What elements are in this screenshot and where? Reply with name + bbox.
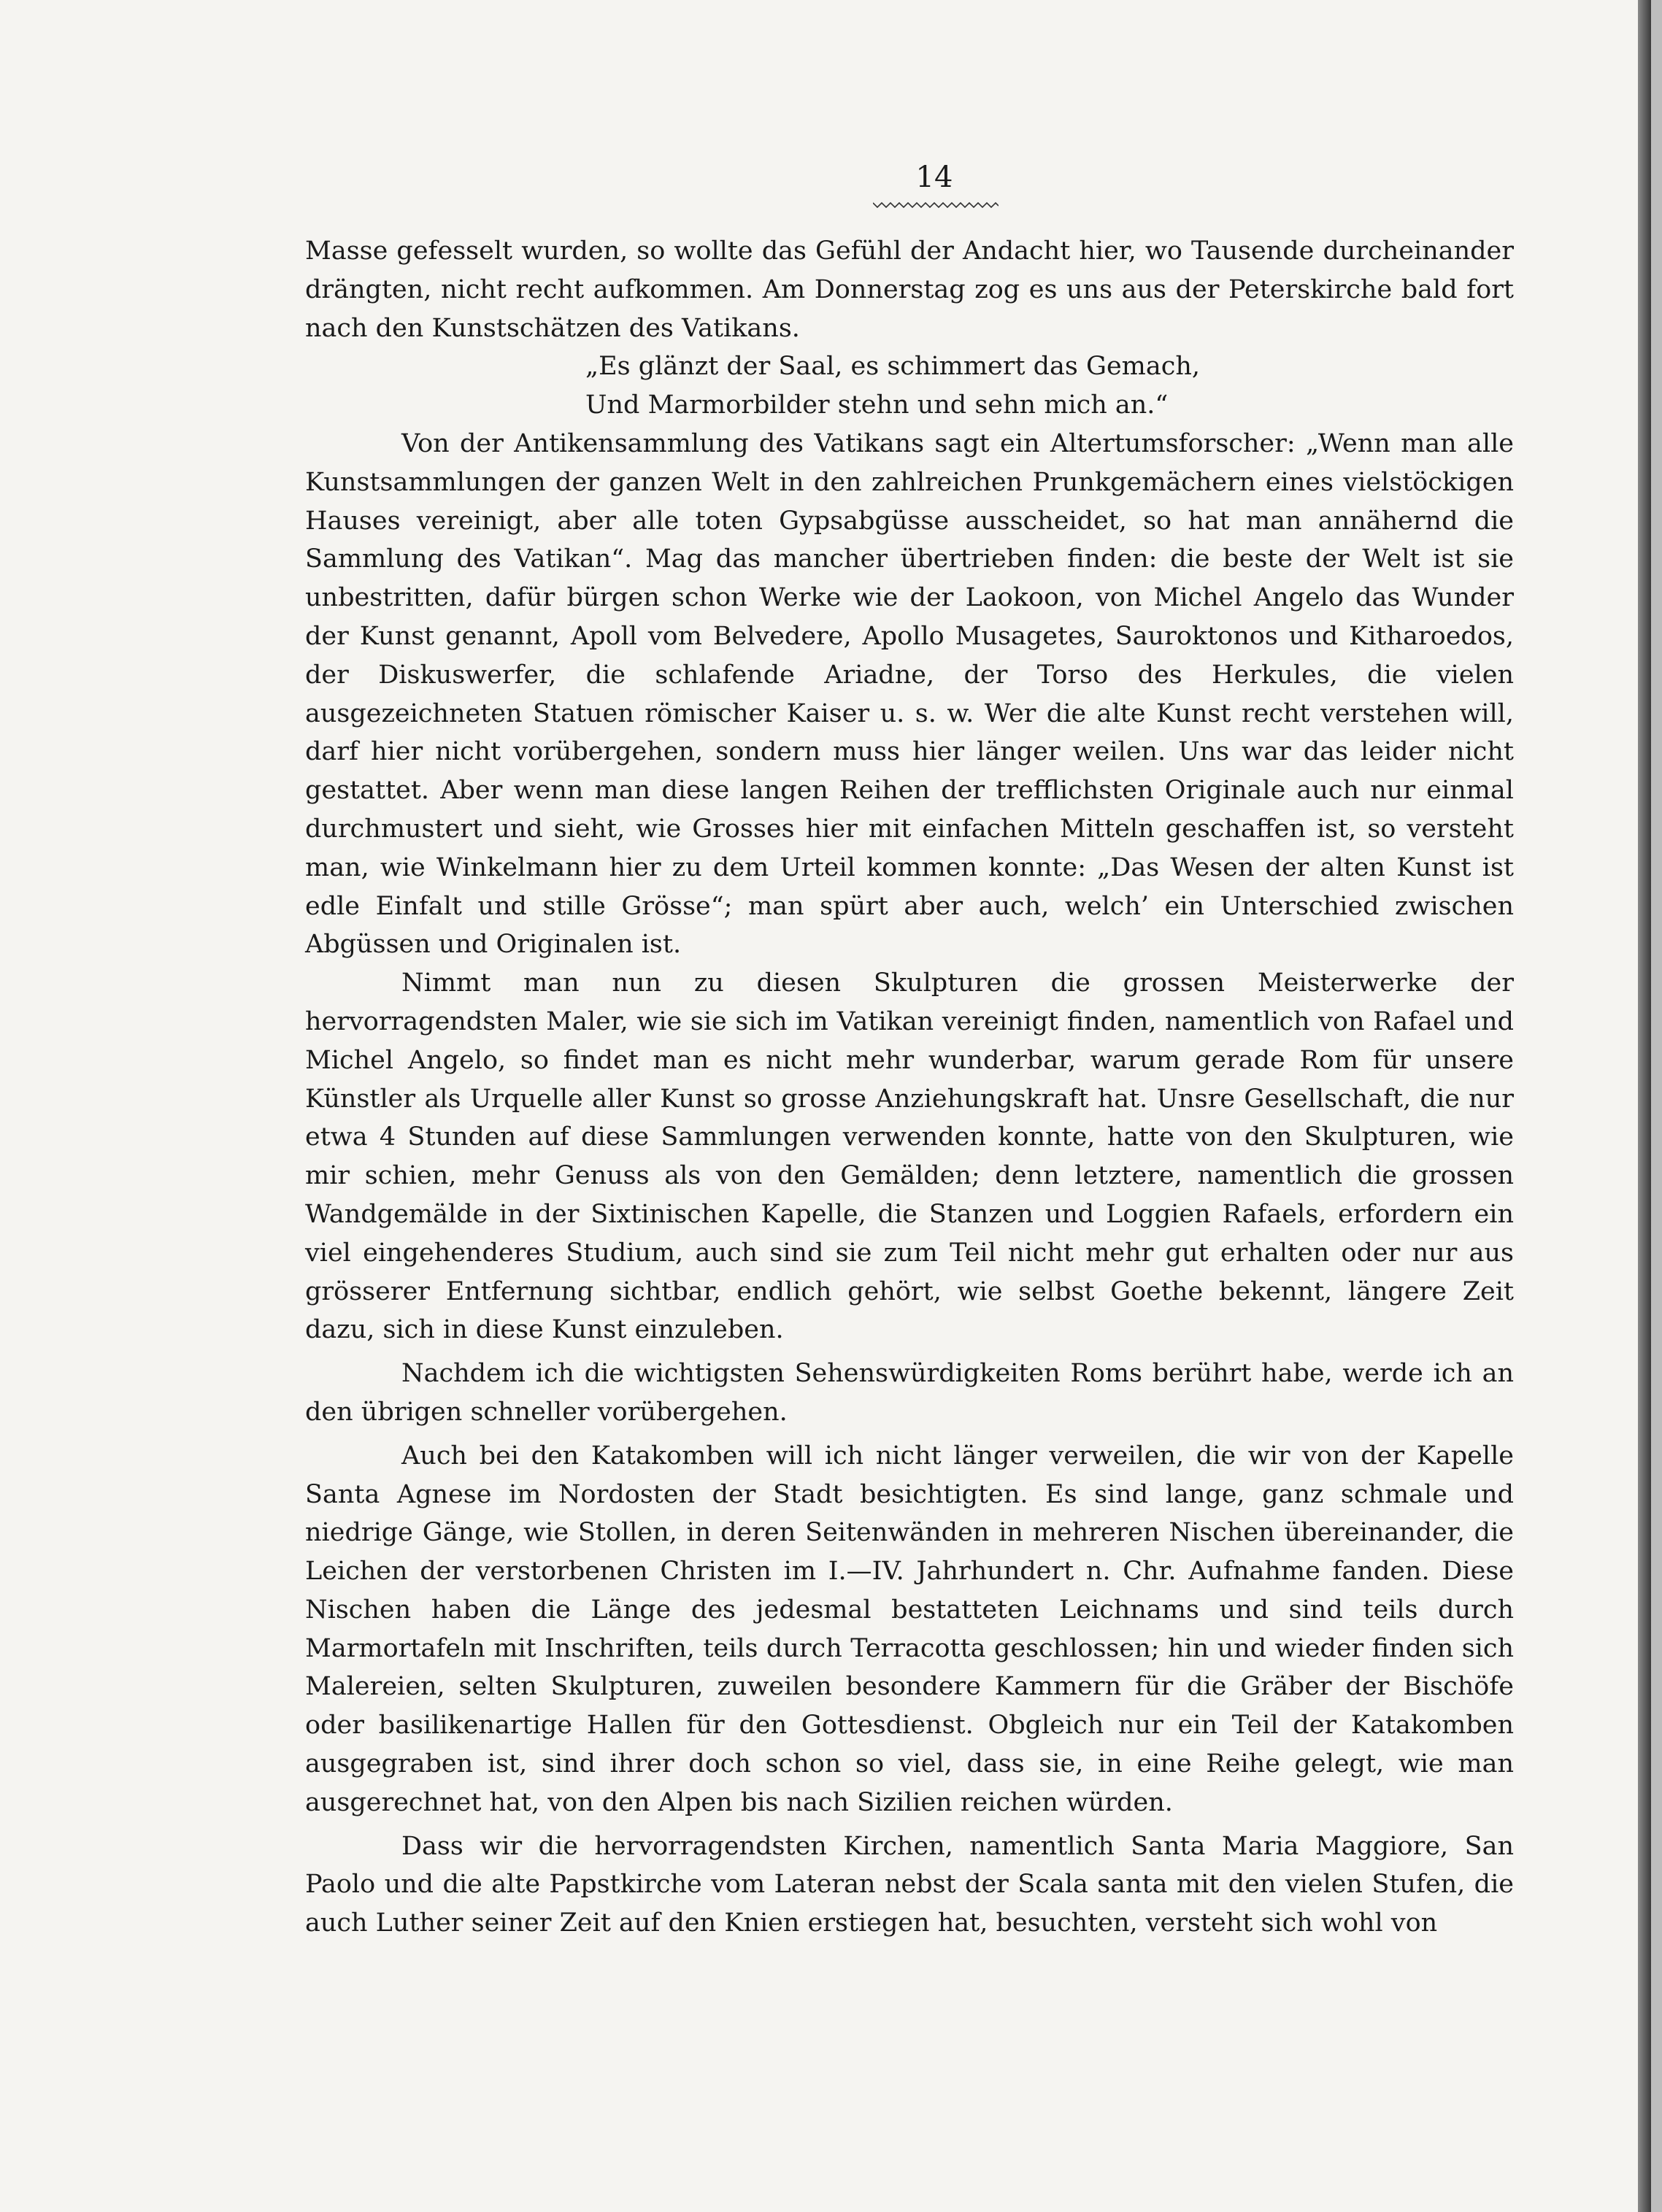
book-spine-edge (1638, 0, 1651, 2212)
paragraph-6: Dass wir die hervorragendsten Kirchen, namentlich Santa Maria Maggiore, San Paolo und die alte Papstkirche vom Lateran nebst der Scala santa mit den vielen Stufen, die auch Luther seiner Zeit auf den Knien erstiegen hat, besuchten, versteht sich wohl von (305, 1831, 1514, 1938)
paragraph-5: Auch bei den Katakomben will ich nicht länger verweilen, die wir von der Kapelle Santa Agnese im Nordosten der Stadt besichtigten. Es sind lange, ganz schmale und niedrige Gänge, wie Stollen, in deren Seitenwänden in mehreren Nischen übereinander, die Leichen der verstorbenen Christen im I.—IV. Jahrhundert n. Chr. Aufnahme fanden. Diese Nischen haben die Länge des jedesmal bestatteten Leichnams und sind teils durch Marmortafeln mit Inschriften, teils durch Terracotta geschlossen; hin und wieder finden sich Malereien, selten Skulpturen, zuweilen besondere Kammern für die Gräber der Bischöfe oder basilikenartige Hallen für den Gottesdienst. Obgleich nur ein Teil der Katakomben ausgegraben ist, sind ihrer doch schon so viel, dass sie, in eine Reihe gelegt, wie man ausgerechnet hat, von den Alpen bis nach Sizilien reichen würden. (305, 1441, 1514, 1817)
verse-line-1: „Es glänzt der Saal, es schimmert das Gemach, (585, 352, 1200, 382)
paragraph-1: Masse gefesselt wurden, so wollte das Gefühl der Andacht hier, wo Tausende durcheinander drängten, nicht recht aufkommen. Am Donnerstag zog es uns aus der Peterskirche bald fort nach den Kunstschätzen des Vatikans. (305, 236, 1514, 343)
paragraph-3: Nimmt man nun zu diesen Skulpturen die grossen Meisterwerke der hervorragendsten Maler, wie sie sich im Vatikan vereinigt finden, namentlich von Rafael und Michel Angelo, so findet man es nicht mehr wunderbar, warum gerade Rom für unsere Künstler als Urquelle aller Kunst so grosse Anziehungskraft hat. Unsre Gesellschaft, die nur etwa 4 Stunden auf diese Sammlungen verwenden konnte, hatte von den Skulpturen, wie mir schien, mehr Genuss als von den Gemälden; denn letztere, namentlich die grossen Wandgemälde in der Sixtinischen Kapelle, die Stanzen und Loggien Rafaels, erfordern ein viel eingehenderes Studium, auch sind sie zum Teil nicht mehr gut erhalten oder nur aus grösserer Entfernung sichtbar, endlich gehört, wie selbst Goethe bekennt, längere Zeit dazu, sich in diese Kunst einzuleben. (305, 968, 1514, 1345)
verse-line-2: Und Marmorbilder stehn und sehn mich an.“ (585, 390, 1169, 420)
paragraph-2: Von der Antikensammlung des Vatikans sagt ein Altertumsforscher: „Wenn man alle Kunstsammlungen der ganzen Welt in den zahlreichen Prunkgemächern eines vielstöckigen Hauses vereinigt, aber alle toten Gypsabgüsse ausscheidet, so hat man annähernd die Sammlung des Vatikan“. Mag das mancher übertrieben finden: die beste der Welt ist sie unbestritten, dafür bürgen schon Werke wie der Laokoon, von Michel Angelo das Wunder der Kunst genannt, Apoll vom Belvedere, Apollo Musagetes, Sauroktonos und Kitharoedos, der Diskuswerfer, die schlafende Ariadne, der Torso des Herkules, die vielen ausgezeichneten Statuen römischer Kaiser u. s. w. Wer die alte Kunst recht verstehen will, darf hier nicht vorübergehen, sondern muss hier länger weilen. Uns war das leider nicht gestattet. Aber wenn man diese langen Reihen der trefflichsten Originale auch nur einmal durchmustert und sieht, wie Grosses hier mit einfachen Mitteln geschaffen ist, so versteht man, wie Winkelmann hier zu dem Urteil kommen konnte: „Das Wesen der alten Kunst ist edle Einfalt und stille Grösse“; man spürt aber auch, welch’ ein Unterschied zwischen Abgüssen und Originalen ist. (305, 428, 1514, 960)
verse-quote (305, 347, 1514, 425)
page-number-ornament (873, 201, 999, 209)
body-text (305, 232, 1514, 1943)
page-number: 14 (915, 161, 953, 194)
paragraph-4: Nachdem ich die wichtigsten Sehenswürdigkeiten Roms berührt habe, werde ich an den übrigen schneller vorübergehen. (305, 1359, 1514, 1427)
